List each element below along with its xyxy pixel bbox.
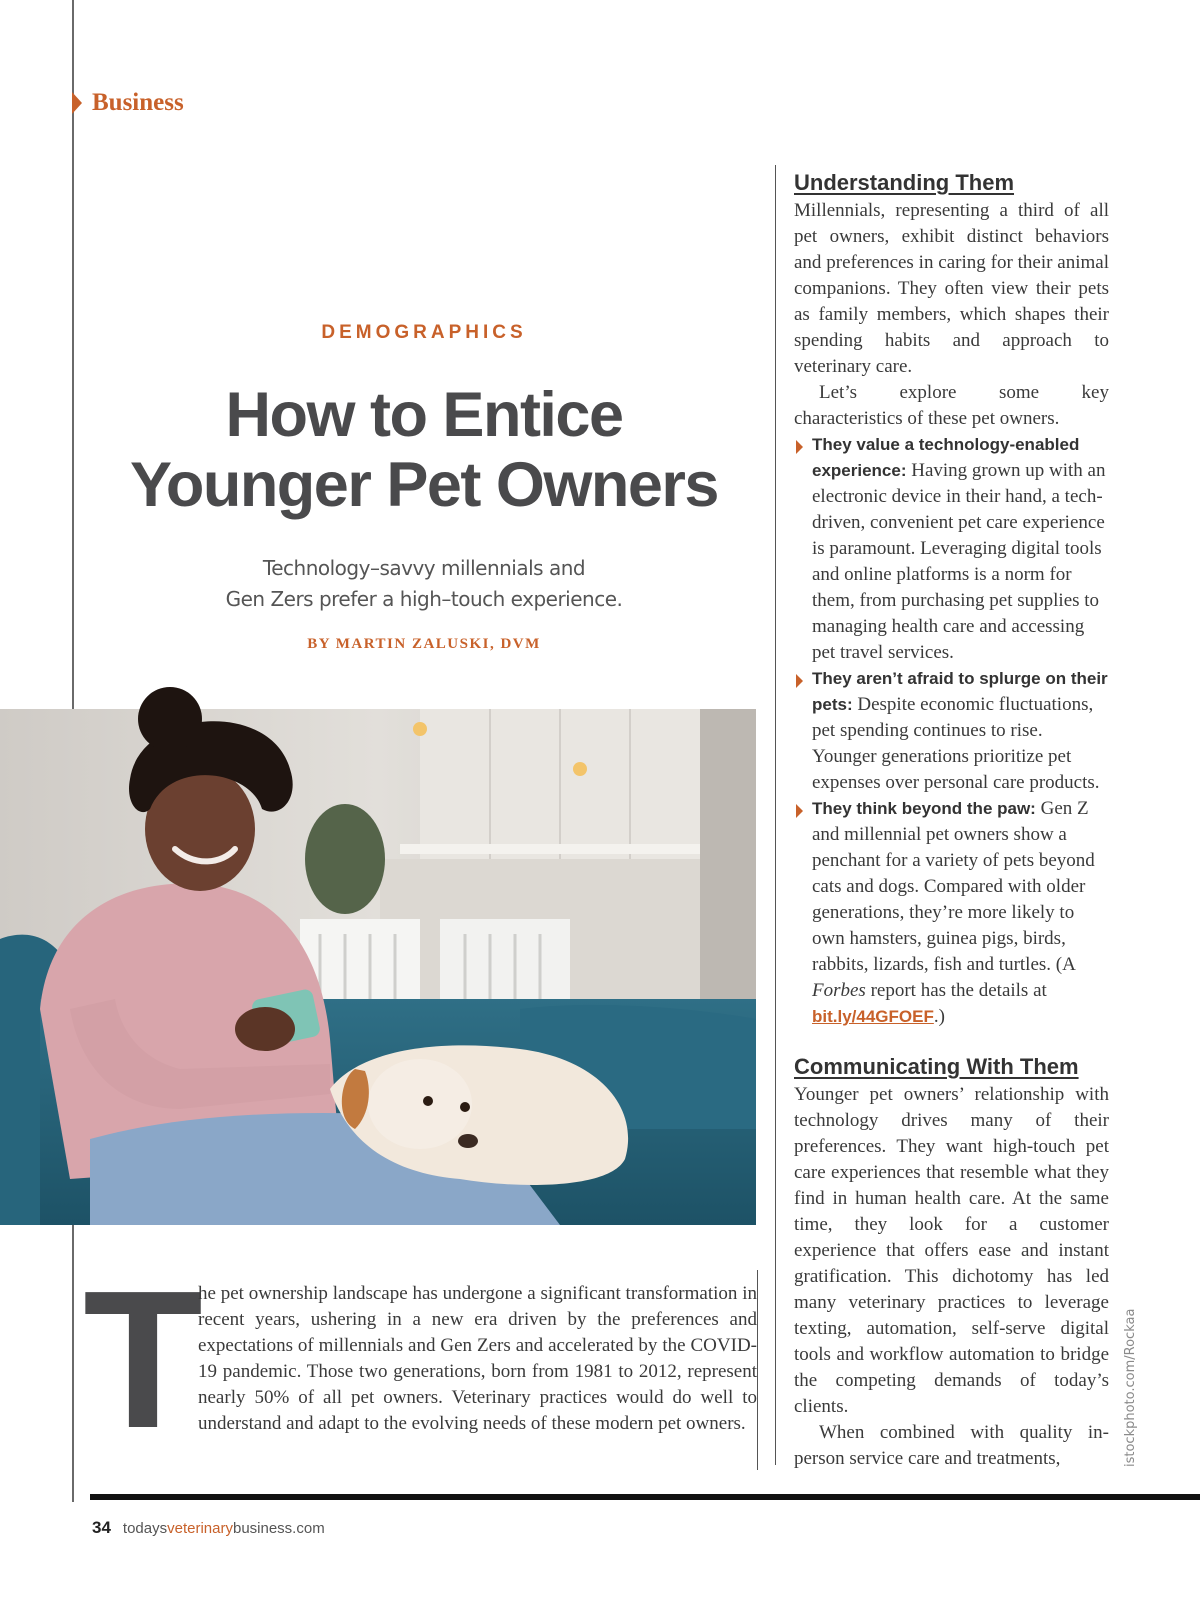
lead-column-divider (757, 1270, 758, 1470)
bullet-title: They aren’t afraid to splurge on their pets: (812, 669, 1108, 714)
column-divider (775, 165, 776, 1465)
headline-line-1: How to Entice (225, 380, 623, 450)
paragraph-millennials: Millennials, representing a third of all pet owners, exhibit distinct behaviors and preferences in caring for their animal companions. They often view their pets as family members, which shapes their spending habits and approach to veterinary care. (794, 200, 1109, 377)
list-item (794, 432, 1109, 666)
site-accent: veterinary (167, 1520, 233, 1537)
article-deck (90, 553, 758, 615)
headline-line-2: Younger Pet Owners (130, 450, 718, 520)
bullet-title: They think beyond the paw: (812, 799, 1036, 818)
list-item (794, 796, 1109, 1030)
deck-line-1: Technology–savvy millennials and (262, 556, 586, 580)
section-label: Business (92, 89, 184, 116)
site-prefix: todays (122, 1520, 168, 1537)
bullet-text: Despite economic fluctuations, pet spending continues to rise. Younger generations prioritize pet expenses over personal care products. (812, 694, 1100, 793)
page-number: 34 (92, 1518, 111, 1537)
dropcap-text: T (83, 1250, 203, 1469)
bullet-text: Gen Z and millennial pet owners show a penchant for a variety of pets beyond cats and dogs. Compared with older generations, they’re more likely to own hamsters, guinea pigs, birds, rabbits, lizards, fish and turtles. (A (812, 798, 1095, 975)
footer-site[interactable] (123, 1520, 325, 1537)
forbes-report-link[interactable]: bit.ly/44GFOEF (812, 1007, 934, 1026)
hero-photo (0, 709, 756, 1225)
site-suffix: business.com (232, 1520, 325, 1537)
photo-credit-text: istockphoto.com/Rockaa (1123, 1308, 1138, 1467)
article-headline (90, 380, 758, 520)
list-item (794, 666, 1109, 796)
bullet-text-end: .) (933, 1006, 945, 1027)
bullet-text-after: report has the details at (865, 980, 1047, 1001)
article-byline: BY MARTIN ZALUSKI, DVM (307, 636, 541, 652)
woman-with-dog-photo-icon (0, 709, 756, 1225)
deck-line-2: Gen Zers prefer a high–touch experience. (225, 587, 623, 611)
lead-paragraph: he pet ownership landscape has undergone a significant transformation in recent years, ushering in a new era driven by the preferences and expectations of millennials and Gen Zers and accelerated by the COVID-19 pandemic. Those two generations, born from 1981 to 2012, represent nearly 50% of all pet owners. Veterinary practices would do well to understand and adapt to the evolving needs of these modern pet owners. (198, 1283, 757, 1434)
bullet-text: Having grown up with an electronic device in their hand, a tech-driven, convenient pet care experience is paramount. Leveraging digital tools and online platforms is a norm for them, from purchasing pet supplies to managing health care and accessing pet travel services. (812, 460, 1106, 663)
page-footer (92, 1518, 325, 1538)
dropcap-letter (83, 1250, 203, 1469)
bullet-triangle-icon (796, 440, 803, 454)
article-kicker: DEMOGRAPHICS (321, 322, 527, 343)
paragraph-when-combined: When combined with quality in-person service care and treatments, (794, 1422, 1109, 1469)
bullet-triangle-icon (796, 674, 803, 688)
section-triangle-icon (72, 92, 82, 114)
paragraph-relationship: Younger pet owners’ relationship with technology drives many of their preferences. They want high-touch pet care experiences that resemble what they find in human health care. At the same time, they look for a customer experience that offers ease and instant gratification. This dichotomy has led many veterinary practices to leverage texting, automation, self-serve digital tools and workflow automation to bridge the competing demands of today’s clients. (794, 1084, 1109, 1417)
bullet-title: They value a technology-enabled experience: (812, 435, 1080, 480)
sidebar-column (794, 168, 1109, 1472)
paragraph-explore: Let’s explore some key characteristics of these pet owners. (794, 382, 1109, 429)
footer-rule (90, 1494, 1200, 1500)
characteristics-list (794, 432, 1109, 1030)
section-tag (72, 88, 184, 118)
section-spacer (794, 1030, 1109, 1052)
bullet-triangle-icon (796, 804, 803, 818)
heading-understanding-them: Understanding Them (794, 170, 1015, 195)
photo-credit (1123, 1297, 1143, 1467)
heading-communicating-with-them: Communicating With Them (794, 1054, 1079, 1079)
forbes-italic: Forbes (812, 980, 866, 1001)
lead-paragraph-block (83, 1250, 757, 1469)
